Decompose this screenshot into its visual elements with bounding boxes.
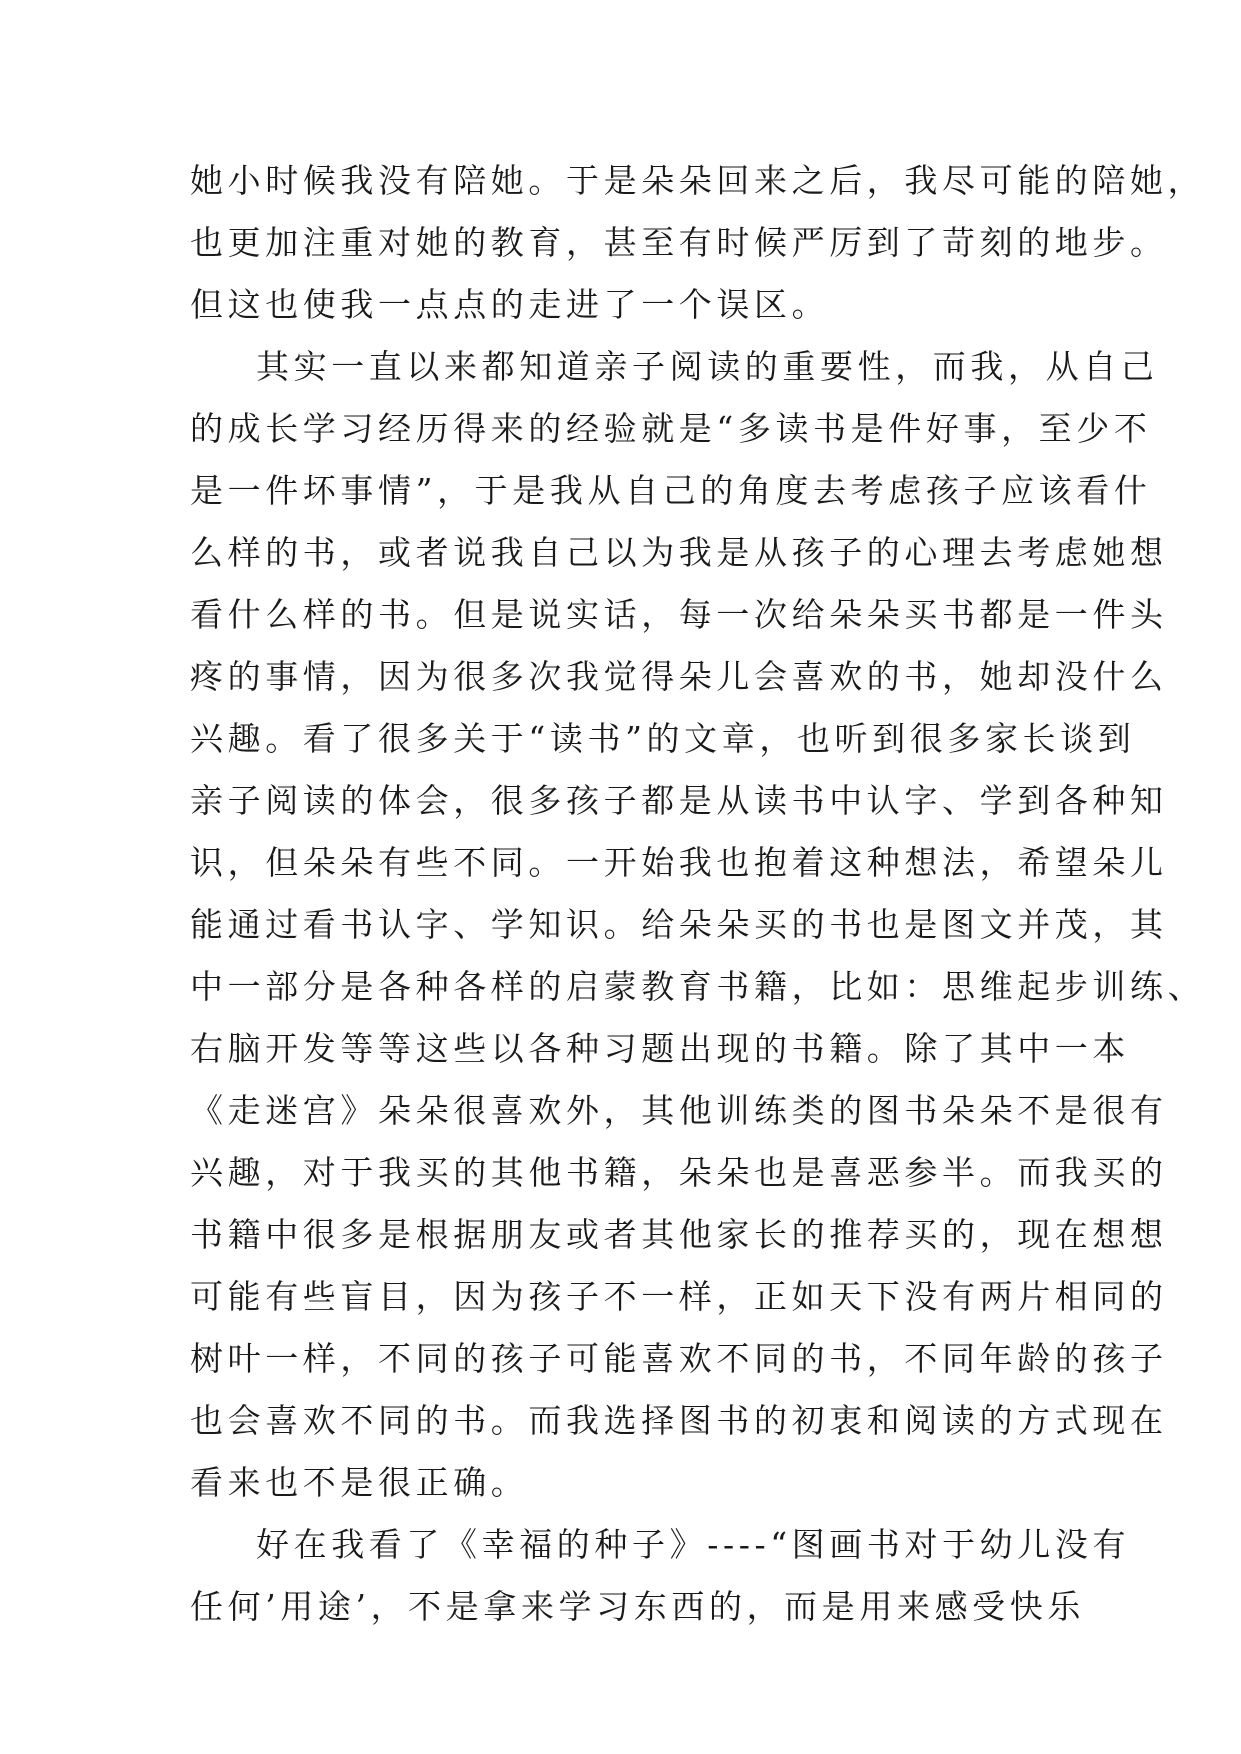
text-line: 兴趣，对于我买的其他书籍，朵朵也是喜恶参半。而我买的 — [190, 1153, 1168, 1192]
text-line: 能通过看书认字、学知识。给朵朵买的书也是图文并茂，其 — [190, 905, 1168, 944]
text-line: 任何’用途’，不是拿来学习东西的，而是用来感受快乐 — [190, 1587, 1085, 1626]
text-line: 疼的事情，因为很多次我觉得朵儿会喜欢的书，她却没什么 — [190, 657, 1168, 696]
paragraph-start-line: 其实一直以来都知道亲子阅读的重要性，而我，从自己 — [256, 347, 1159, 386]
text-line: 是一件坏事情”，于是我从自己的角度去考虑孩子应该看什 — [190, 471, 1152, 510]
text-line: 也会喜欢不同的书。而我选择图书的初衷和阅读的方式现在 — [190, 1401, 1168, 1440]
text-line: 可能有些盲目，因为孩子不一样，正如天下没有两片相同的 — [190, 1277, 1168, 1316]
text-line: 也更加注重对她的教育，甚至有时候严厉到了苛刻的地步。 — [190, 223, 1168, 262]
paragraph-start-line: 好在我看了《幸福的种子》----“图画书对于幼儿没有 — [256, 1525, 1131, 1564]
body-text — [190, 150, 1206, 1638]
text-line: 识，但朵朵有些不同。一开始我也抱着这种想法，希望朵儿 — [190, 843, 1168, 882]
text-line: 她小时候我没有陪她。于是朵朵回来之后，我尽可能的陪她， — [190, 161, 1206, 200]
text-line: 看来也不是很正确。 — [190, 1463, 529, 1502]
text-line: 么样的书，或者说我自己以为我是从孩子的心理去考虑她想 — [190, 533, 1168, 572]
text-line: 右脑开发等等这些以各种习题出现的书籍。除了其中一本 — [190, 1029, 1130, 1068]
text-line: 看什么样的书。但是说实话，每一次给朵朵买书都是一件头 — [190, 595, 1168, 634]
text-line: 亲子阅读的体会，很多孩子都是从读书中认字、学到各种知 — [190, 781, 1168, 820]
text-line: 树叶一样，不同的孩子可能喜欢不同的书，不同年龄的孩子 — [190, 1339, 1168, 1378]
text-line: 中一部分是各种各样的启蒙教育书籍，比如：思维起步训练、 — [190, 967, 1206, 1006]
text-line: 《走迷宫》朵朵很喜欢外，其他训练类的图书朵朵不是很有 — [190, 1091, 1168, 1130]
text-line: 的成长学习经历得来的经验就是“多读书是件好事，至少不 — [190, 409, 1152, 448]
text-line: 兴趣。看了很多关于“读书”的文章，也听到很多家长谈到 — [190, 719, 1136, 758]
text-line: 但这也使我一点点的走进了一个误区。 — [190, 285, 830, 324]
text-line: 书籍中很多是根据朋友或者其他家长的推荐买的，现在想想 — [190, 1215, 1168, 1254]
